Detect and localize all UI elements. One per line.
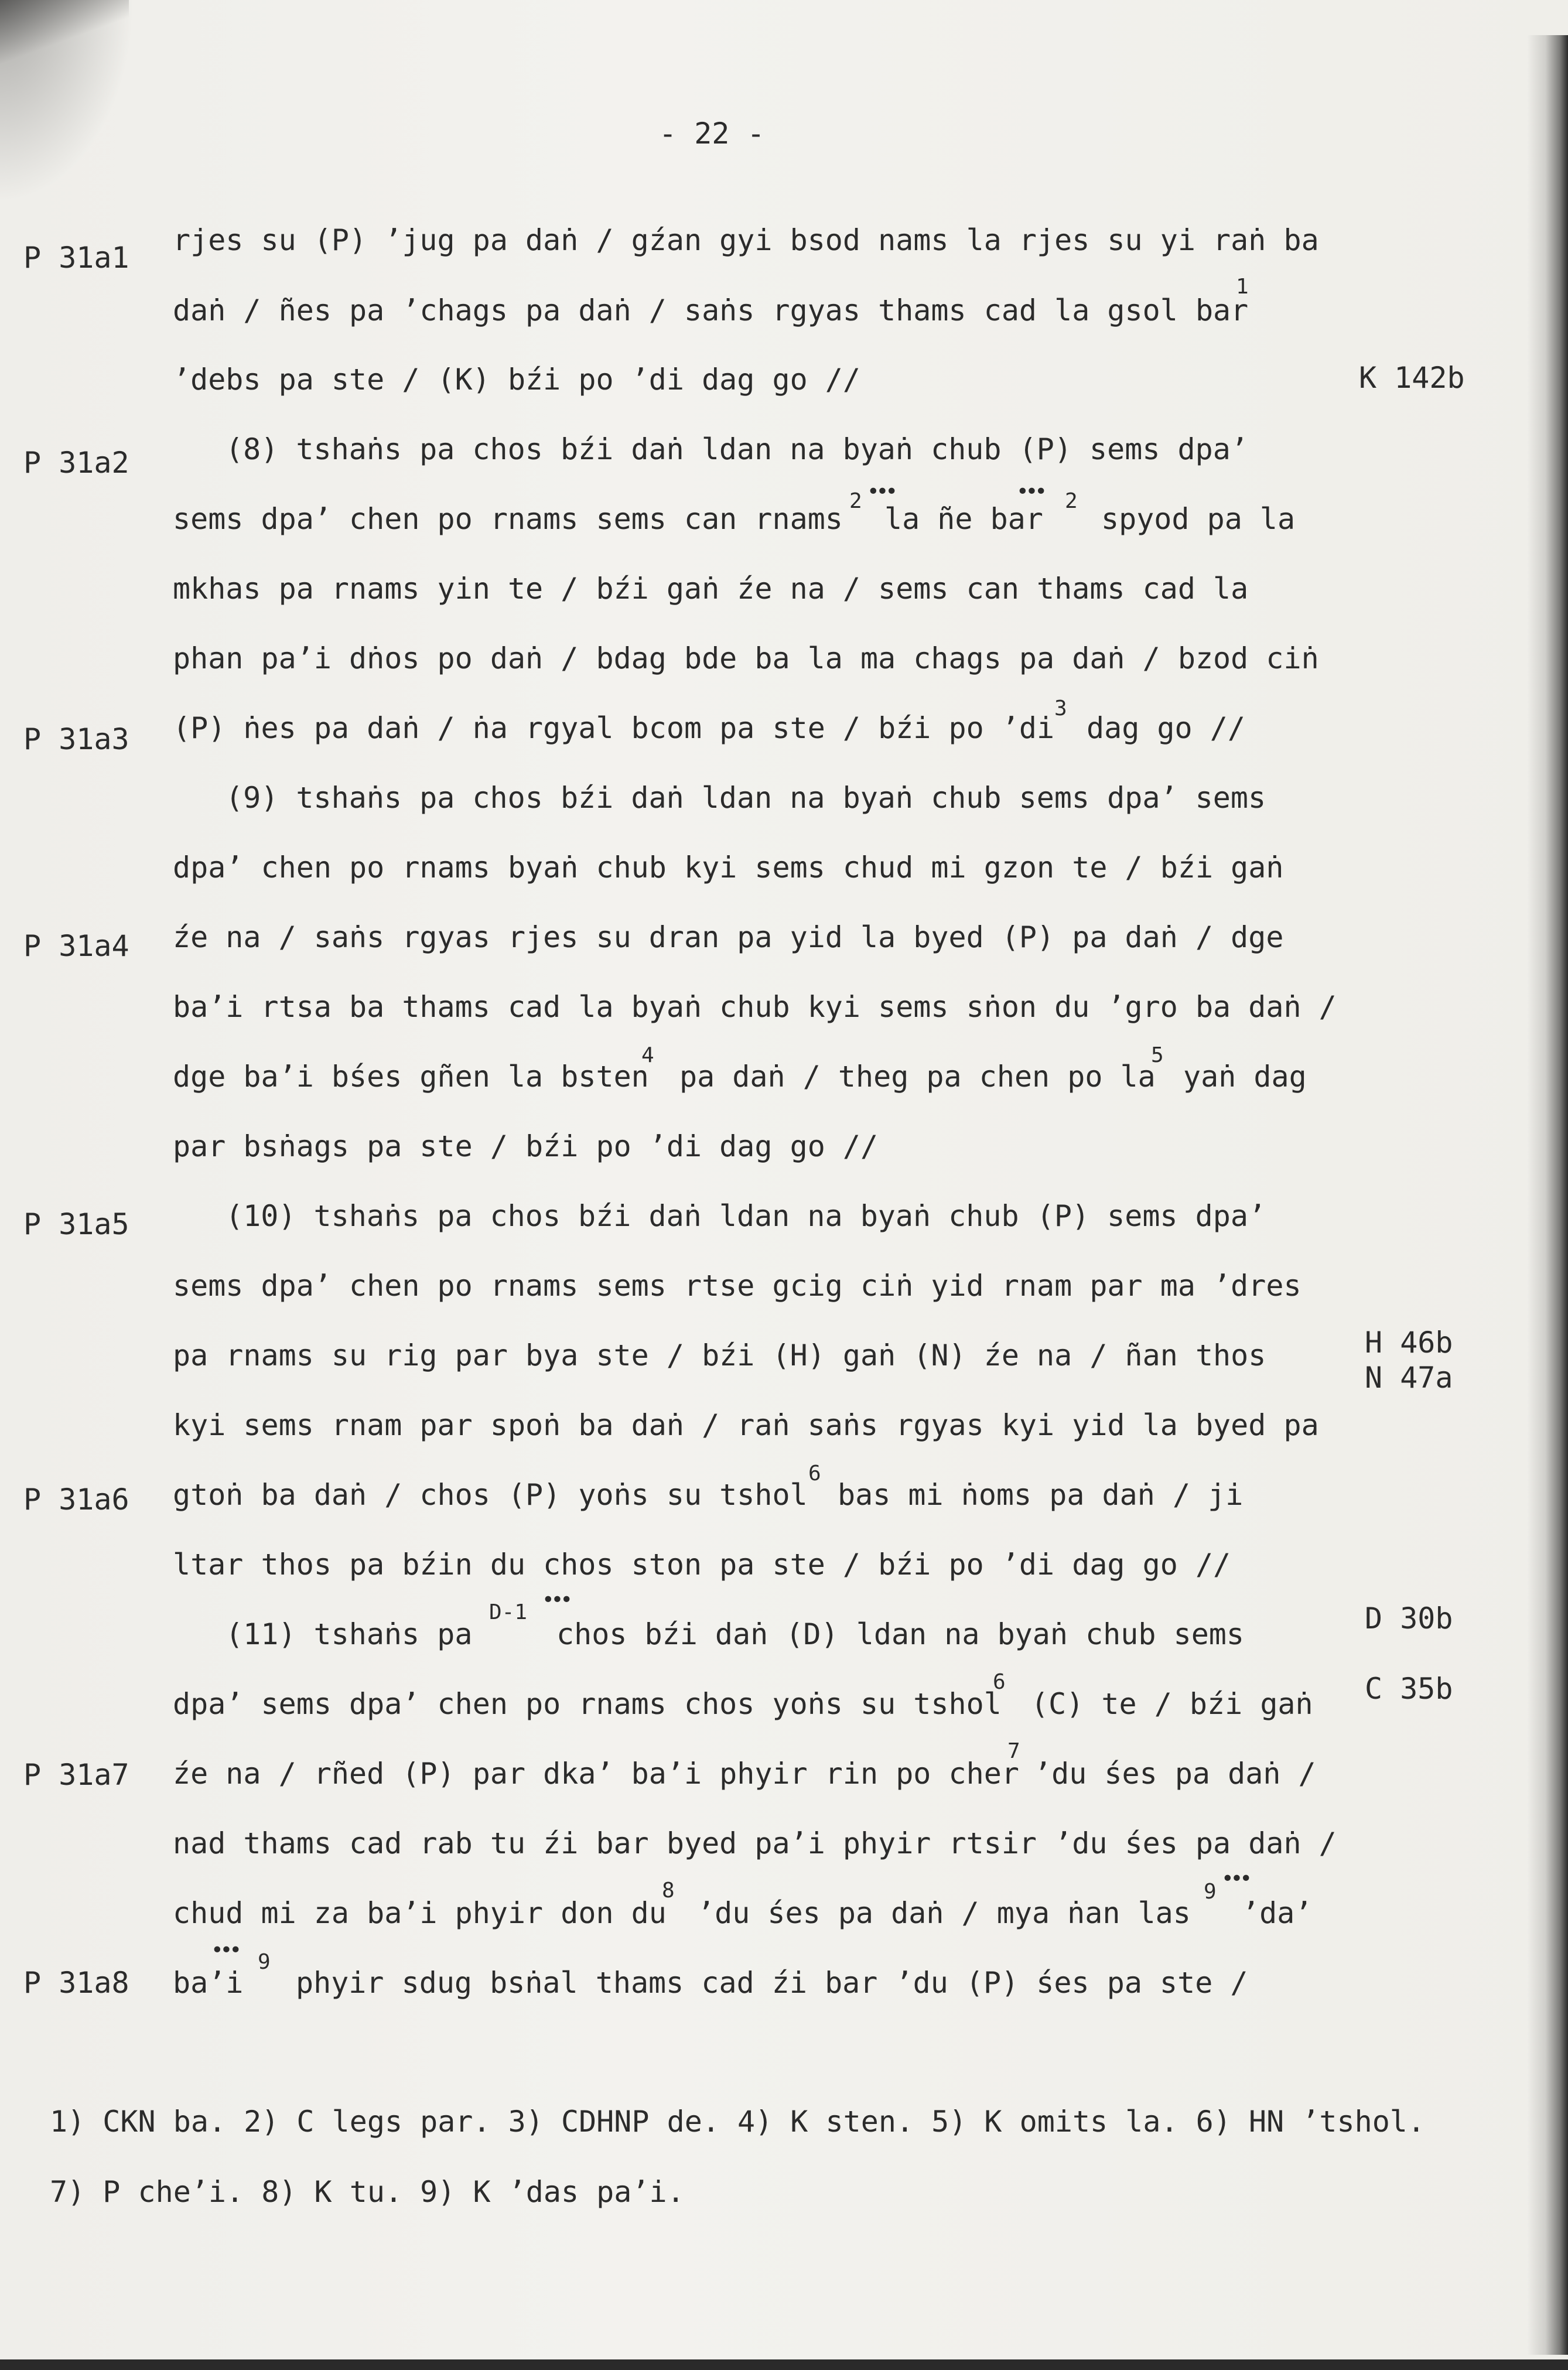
text-line: dag go // <box>1087 711 1245 745</box>
footnote-marker: 9 <box>1204 1880 1217 1904</box>
text-line: kyi sems rnam par spoṅ ba daṅ / raṅ saṅs rgyas kyi yid la byed pa <box>173 1408 1319 1442</box>
text-line: mkhas pa rnams yin te / bźi gaṅ źe na / sems can thams cad la <box>173 572 1249 606</box>
folio-ref: D 30b <box>1365 1601 1453 1635</box>
text-line: chud mi za baʼi phyir don du <box>173 1896 667 1930</box>
folio-ref: P 31a2 <box>23 446 129 480</box>
text-line: baʼi <box>173 1966 244 2000</box>
folio-ref: P 31a8 <box>23 1966 129 2000</box>
text-line: ʼdu śes pa daṅ / <box>1034 1757 1316 1791</box>
text-line: chos bźi daṅ (D) ldan na byaṅ chub sems <box>556 1617 1244 1651</box>
text-line: ʼdu śes pa daṅ / mya ṅan las <box>697 1896 1191 1930</box>
footnote-marker: 6 <box>993 1670 1006 1694</box>
variant-dots: ••• <box>542 1588 570 1612</box>
variant-dots: ••• <box>1221 1867 1249 1891</box>
folio-ref: P 31a3 <box>23 722 129 756</box>
folio-ref: K 142b <box>1359 361 1465 395</box>
text-line: sems dpaʼ chen po rnams sems rtse gcig ciṅ yid rnam par ma ʼdres <box>173 1269 1301 1303</box>
text-line: ʼdaʼ <box>1242 1896 1313 1930</box>
footnote-line: 7) P cheʼi. 8) K tu. 9) K ʼdas paʼi. <box>50 2175 685 2209</box>
scan-bottom-edge <box>0 2359 1568 2370</box>
footnote-marker: 5 <box>1151 1043 1164 1067</box>
text-line: pa rnams su rig par bya ste / bźi (H) gaṅ (N) źe na / ñan thos <box>173 1338 1266 1372</box>
variant-dots: ••• <box>1016 480 1044 504</box>
folio-ref: N 47a <box>1365 1361 1453 1395</box>
text-line: nad thams cad rab tu źi bar byed paʼi phyir rtsir ʼdu śes pa daṅ / <box>173 1826 1337 1860</box>
folio-ref: P 31a4 <box>23 929 129 963</box>
text-line: phan paʼi dṅos po daṅ / bdag bde ba la ma chags pa daṅ / bzod ciṅ <box>173 641 1319 675</box>
text-line: ltar thos pa bźin du chos ston pa ste / bźi po ʼdi dag go // <box>173 1548 1231 1582</box>
folio-ref: P 31a5 <box>23 1207 129 1241</box>
scan-corner-shadow <box>0 0 129 70</box>
folio-ref: P 31a1 <box>23 241 129 275</box>
folio-ref: C 35b <box>1365 1672 1453 1706</box>
text-line: par bsṅags pa ste / bźi po ʼdi dag go // <box>173 1129 879 1163</box>
text-line: źe na / saṅs rgyas rjes su dran pa yid la byed (P) pa daṅ / dge <box>173 920 1284 954</box>
text-line: dpaʼ sems dpaʼ chen po rnams chos yoṅs su tshol <box>173 1687 1002 1721</box>
text-line: phyir sdug bsṅal thams cad źi bar ʼdu (P) śes pa ste / <box>296 1966 1248 2000</box>
text-line: źe na / rñed (P) par dkaʼ baʼi phyir rin po cher <box>173 1757 1019 1791</box>
footnote-marker: D-1 <box>489 1600 528 1624</box>
page-number: - 22 - <box>659 117 765 151</box>
text-line: sems dpaʼ chen po rnams sems can rnams <box>173 502 843 536</box>
footnote-marker: 7 <box>1007 1739 1020 1763</box>
text-line: spyod pa la <box>1101 502 1296 536</box>
text-line: (11) tshaṅs pa <box>226 1617 473 1651</box>
scan-right-edge <box>1527 35 1568 2355</box>
footnote-marker: 1 <box>1236 275 1249 299</box>
folio-ref: P 31a7 <box>23 1758 129 1792</box>
variant-dots: ••• <box>867 480 895 504</box>
text-line: yaṅ dag <box>1183 1060 1307 1094</box>
text-line: gtoṅ ba daṅ / chos (P) yoṅs su tshol <box>173 1478 808 1512</box>
footnote-marker: 4 <box>641 1043 654 1067</box>
footnote-marker: 9 <box>258 1950 271 1974</box>
text-line: la ñe bar <box>884 502 1043 536</box>
text-line: (P) ṅes pa daṅ / ṅa rgyal bcom pa ste / bźi po ʼdi <box>173 711 1055 745</box>
text-line: bas mi ṅoms pa daṅ / ji <box>838 1478 1244 1512</box>
text-line: (C) te / bźi gaṅ <box>1031 1687 1313 1721</box>
footnote-marker: 3 <box>1054 696 1067 720</box>
text-line: (8) tshaṅs pa chos bźi daṅ ldan na byaṅ chub (P) sems dpaʼ <box>226 432 1248 466</box>
text-line: daṅ / ñes pa ʼchags pa daṅ / saṅs rgyas thams cad la gsol bar <box>173 293 1249 327</box>
folio-ref: H 46b <box>1365 1326 1453 1360</box>
text-line: ʼdebs pa ste / (K) bźi po ʼdi dag go // <box>173 363 860 397</box>
text-line: pa daṅ / theg pa chen po la <box>679 1060 1156 1094</box>
text-line: rjes su (P) ʼjug pa daṅ / gźan gyi bsod nams la rjes su yi raṅ ba <box>173 223 1319 257</box>
text-line: (10) tshaṅs pa chos bźi daṅ ldan na byaṅ chub (P) sems dpaʼ <box>226 1199 1266 1233</box>
footnote-line: 1) CKN ba. 2) C legs par. 3) CDHNP de. 4) K sten. 5) K omits la. 6) HN ʼtshol. <box>50 2105 1425 2139</box>
text-line: (9) tshaṅs pa chos bźi daṅ ldan na byaṅ chub sems dpaʼ sems <box>226 781 1266 815</box>
footnote-marker: 8 <box>662 1879 675 1903</box>
variant-dots: ••• <box>211 1938 239 1962</box>
footnote-marker: 2 <box>1065 489 1078 513</box>
text-line: dpaʼ chen po rnams byaṅ chub kyi sems chud mi gzon te / bźi gaṅ <box>173 851 1284 885</box>
folio-ref: P 31a6 <box>23 1483 129 1517</box>
footnote-marker: 2 <box>849 489 862 513</box>
text-line: baʼi rtsa ba thams cad la byaṅ chub kyi sems sṅon du ʼgro ba daṅ / <box>173 990 1337 1024</box>
footnote-marker: 6 <box>808 1461 821 1485</box>
text-line: dge baʼi bśes gñen la bsten <box>173 1060 649 1094</box>
